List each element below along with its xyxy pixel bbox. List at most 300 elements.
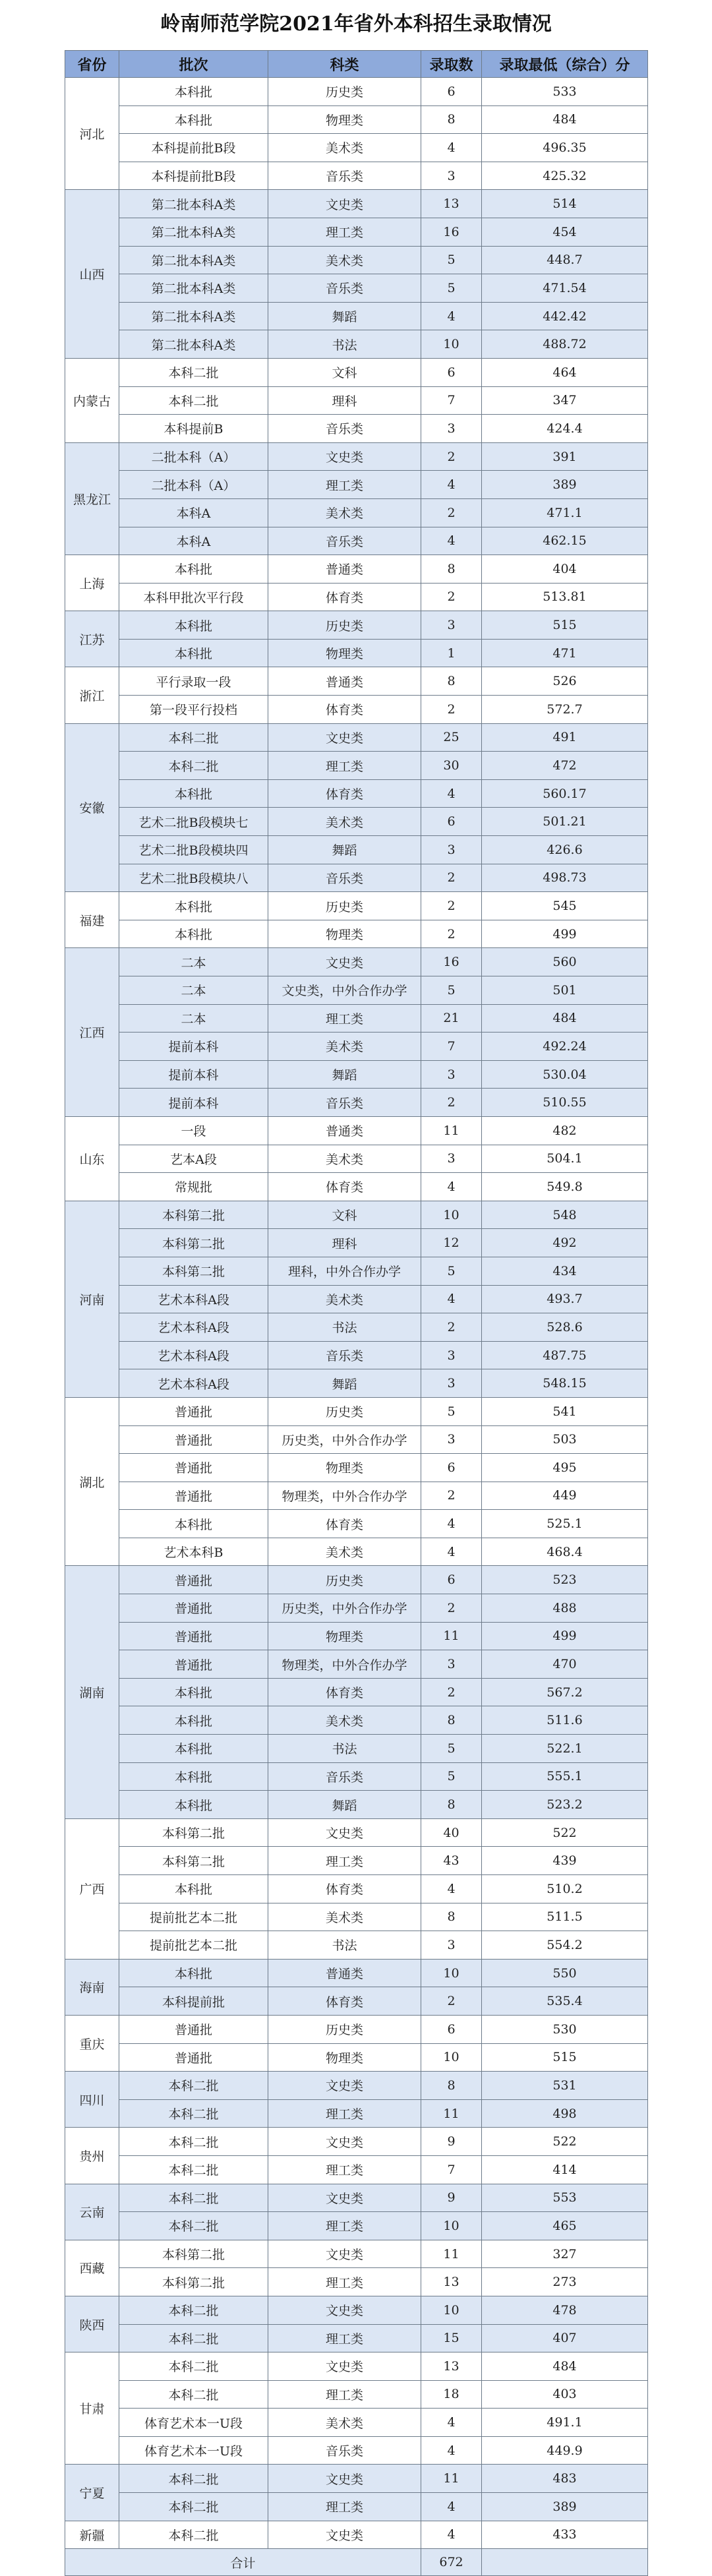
table-row: [65, 78, 648, 106]
category-cell: 音乐类: [268, 1089, 421, 1117]
score-cell: 488: [482, 1594, 648, 1623]
count-cell: 8: [421, 555, 482, 584]
batch-cell: 第一段平行投档: [119, 696, 268, 724]
table-row: [65, 639, 648, 667]
batch-cell: 体育艺术本一U段: [119, 2409, 268, 2437]
batch-cell: 艺术本科A段: [119, 1369, 268, 1398]
table-row: [65, 1173, 648, 1201]
category-cell: 文科: [268, 358, 421, 386]
batch-cell: 本科二批: [119, 752, 268, 780]
category-cell: 理工类: [268, 2324, 421, 2352]
batch-cell: 第二批本科A类: [119, 330, 268, 359]
batch-cell: 普通批: [119, 1397, 268, 1425]
batch-cell: 艺术本科A段: [119, 1341, 268, 1369]
batch-cell: 本科批: [119, 920, 268, 948]
total-count: 672: [421, 2549, 482, 2576]
score-cell: 530: [482, 2015, 648, 2043]
batch-cell: 本科批: [119, 1678, 268, 1706]
header-batch: 批次: [119, 51, 268, 78]
category-cell: 文史类，中外合作办学: [268, 976, 421, 1005]
score-cell: 484: [482, 105, 648, 134]
batch-cell: 本科第二批: [119, 1257, 268, 1285]
score-cell: 515: [482, 611, 648, 640]
count-cell: 16: [421, 218, 482, 246]
category-cell: 书法: [268, 1313, 421, 1342]
table-row: [65, 1033, 648, 1061]
province-cell: 内蒙古: [65, 358, 119, 442]
batch-cell: 本科批: [119, 1510, 268, 1538]
category-cell: 历史类: [268, 611, 421, 640]
batch-cell: 第二批本科A类: [119, 246, 268, 274]
category-cell: 音乐类: [268, 1762, 421, 1791]
batch-cell: 本科提前B: [119, 415, 268, 443]
batch-cell: 本科二批: [119, 2324, 268, 2352]
table-row: [65, 2324, 648, 2352]
table-row: [65, 2015, 648, 2043]
score-cell: 503: [482, 1425, 648, 1454]
batch-cell: 提前本科: [119, 1060, 268, 1089]
count-cell: 2: [421, 1594, 482, 1623]
count-cell: 21: [421, 1004, 482, 1033]
count-cell: 13: [421, 2268, 482, 2296]
province-cell: 河南: [65, 1201, 119, 1397]
score-cell: 483: [482, 2465, 648, 2493]
score-cell: 530.04: [482, 1060, 648, 1089]
batch-cell: 本科二批: [119, 386, 268, 415]
category-cell: 体育类: [268, 1875, 421, 1903]
table-row: [65, 2184, 648, 2212]
table-row: [65, 1004, 648, 1033]
batch-cell: 平行录取一段: [119, 667, 268, 696]
score-cell: 501.21: [482, 808, 648, 836]
category-cell: 理工类: [268, 218, 421, 246]
category-cell: 美术类: [268, 2409, 421, 2437]
score-cell: 504.1: [482, 1145, 648, 1173]
count-cell: 4: [421, 2521, 482, 2549]
batch-cell: 普通批: [119, 1594, 268, 1623]
category-cell: 美术类: [268, 134, 421, 162]
count-cell: 8: [421, 1791, 482, 1819]
count-cell: 25: [421, 723, 482, 752]
count-cell: 3: [421, 836, 482, 864]
score-cell: 470: [482, 1650, 648, 1679]
category-cell: 文史类: [268, 190, 421, 218]
category-cell: 普通类: [268, 1959, 421, 1987]
batch-cell: 本科批: [119, 1706, 268, 1735]
category-cell: 文科: [268, 1201, 421, 1229]
count-cell: 8: [421, 1706, 482, 1735]
score-cell: 550: [482, 1959, 648, 1987]
table-row: [65, 752, 648, 780]
category-cell: 历史类: [268, 78, 421, 106]
score-cell: 526: [482, 667, 648, 696]
province-cell: 重庆: [65, 2015, 119, 2071]
count-cell: 2: [421, 1089, 482, 1117]
category-cell: 物理类，中外合作办学: [268, 1482, 421, 1510]
table-row: [65, 1482, 648, 1510]
table-row: [65, 583, 648, 611]
category-cell: 书法: [268, 1735, 421, 1763]
count-cell: 10: [421, 1959, 482, 1987]
score-cell: 510.2: [482, 1875, 648, 1903]
table-row: [65, 2465, 648, 2493]
count-cell: 30: [421, 752, 482, 780]
category-cell: 音乐类: [268, 274, 421, 303]
category-cell: 文史类: [268, 2128, 421, 2156]
category-cell: 美术类: [268, 1145, 421, 1173]
table-row: [65, 2521, 648, 2549]
count-cell: 6: [421, 358, 482, 386]
batch-cell: 本科批: [119, 105, 268, 134]
batch-cell: 普通批: [119, 2015, 268, 2043]
count-cell: 2: [421, 920, 482, 948]
category-cell: 体育类: [268, 1510, 421, 1538]
batch-cell: 本科A: [119, 498, 268, 527]
province-cell: 新疆: [65, 2521, 119, 2549]
table-row: [65, 1959, 648, 1987]
count-cell: 2: [421, 442, 482, 471]
count-cell: 6: [421, 1566, 482, 1594]
table-row: [65, 864, 648, 892]
count-cell: 3: [421, 1650, 482, 1679]
table-row: [65, 302, 648, 330]
category-cell: 文史类: [268, 2072, 421, 2100]
count-cell: 9: [421, 2128, 482, 2156]
category-cell: 音乐类: [268, 2436, 421, 2465]
table-row: [65, 1791, 648, 1819]
score-cell: 513.81: [482, 583, 648, 611]
score-cell: 482: [482, 1116, 648, 1145]
count-cell: 13: [421, 190, 482, 218]
batch-cell: 本科二批: [119, 358, 268, 386]
province-cell: 浙江: [65, 667, 119, 723]
table-row: [65, 2436, 648, 2465]
score-cell: 511.6: [482, 1706, 648, 1735]
header-province: 省份: [65, 51, 119, 78]
table-row: [65, 358, 648, 386]
count-cell: 3: [421, 1145, 482, 1173]
count-cell: 5: [421, 1257, 482, 1285]
province-cell: 广西: [65, 1818, 119, 1959]
batch-cell: 本科批: [119, 1875, 268, 1903]
count-cell: 2: [421, 864, 482, 892]
count-cell: 5: [421, 246, 482, 274]
table-row: [65, 836, 648, 864]
batch-cell: 本科二批: [119, 2072, 268, 2100]
table-row: [65, 555, 648, 584]
score-cell: 484: [482, 1004, 648, 1033]
table-row: [65, 330, 648, 359]
score-cell: 555.1: [482, 1762, 648, 1791]
count-cell: 4: [421, 471, 482, 499]
table-row: [65, 1285, 648, 1313]
batch-cell: 本科批: [119, 1762, 268, 1791]
batch-cell: 普通批: [119, 1454, 268, 1482]
category-cell: 文史类: [268, 442, 421, 471]
count-cell: 8: [421, 1903, 482, 1931]
score-cell: 389: [482, 2493, 648, 2521]
category-cell: 体育类: [268, 1678, 421, 1706]
count-cell: 3: [421, 162, 482, 190]
batch-cell: 本科第二批: [119, 1847, 268, 1875]
count-cell: 2: [421, 1313, 482, 1342]
count-cell: 10: [421, 2296, 482, 2324]
score-cell: 533: [482, 78, 648, 106]
province-cell: 上海: [65, 555, 119, 611]
batch-cell: 二批本科（A）: [119, 442, 268, 471]
batch-cell: 第二批本科A类: [119, 190, 268, 218]
category-cell: 舞蹈: [268, 836, 421, 864]
score-cell: 493.7: [482, 1285, 648, 1313]
category-cell: 文史类: [268, 1818, 421, 1847]
batch-cell: 本科二批: [119, 2128, 268, 2156]
score-cell: 501: [482, 976, 648, 1005]
table-row: [65, 1257, 648, 1285]
score-cell: 491.1: [482, 2409, 648, 2437]
count-cell: 2: [421, 583, 482, 611]
category-cell: 文史类: [268, 2521, 421, 2549]
province-cell: 陕西: [65, 2296, 119, 2352]
score-cell: 560: [482, 948, 648, 976]
count-cell: 2: [421, 1678, 482, 1706]
category-cell: 物理类: [268, 2043, 421, 2072]
table-row: [65, 274, 648, 303]
table-row: [65, 1678, 648, 1706]
province-cell: 山东: [65, 1116, 119, 1201]
table-row: [65, 1397, 648, 1425]
count-cell: 13: [421, 2352, 482, 2381]
count-cell: 7: [421, 2155, 482, 2184]
category-cell: 美术类: [268, 246, 421, 274]
category-cell: 美术类: [268, 1033, 421, 1061]
score-cell: 528.6: [482, 1313, 648, 1342]
batch-cell: 本科批: [119, 1791, 268, 1819]
batch-cell: 本科批: [119, 1959, 268, 1987]
table-row: [65, 2128, 648, 2156]
batch-cell: 第二批本科A类: [119, 218, 268, 246]
batch-cell: 本科二批: [119, 2380, 268, 2409]
category-cell: 普通类: [268, 667, 421, 696]
score-cell: 454: [482, 218, 648, 246]
category-cell: 理工类: [268, 2212, 421, 2240]
count-cell: 12: [421, 1229, 482, 1257]
category-cell: 理工类: [268, 1004, 421, 1033]
batch-cell: 二本: [119, 948, 268, 976]
count-cell: 5: [421, 274, 482, 303]
table-row: [65, 948, 648, 976]
batch-cell: 本科A: [119, 527, 268, 555]
table-row: [65, 1425, 648, 1454]
batch-cell: 本科第二批: [119, 2268, 268, 2296]
batch-cell: 本科批: [119, 1735, 268, 1763]
province-cell: 山西: [65, 190, 119, 359]
score-cell: 391: [482, 442, 648, 471]
batch-cell: 本科二批: [119, 2352, 268, 2381]
table-row: [65, 1454, 648, 1482]
province-cell: 安徽: [65, 723, 119, 892]
score-cell: 523: [482, 1566, 648, 1594]
batch-cell: 艺术二批B段模块七: [119, 808, 268, 836]
score-cell: 487.75: [482, 1341, 648, 1369]
count-cell: 3: [421, 1425, 482, 1454]
count-cell: 5: [421, 1397, 482, 1425]
score-cell: 414: [482, 2155, 648, 2184]
province-cell: 福建: [65, 892, 119, 948]
score-cell: 545: [482, 892, 648, 920]
count-cell: 4: [421, 1510, 482, 1538]
count-cell: 5: [421, 976, 482, 1005]
table-row: [65, 1931, 648, 1960]
batch-cell: 本科第二批: [119, 1201, 268, 1229]
province-cell: 湖南: [65, 1566, 119, 1818]
score-cell: 465: [482, 2212, 648, 2240]
count-cell: 6: [421, 808, 482, 836]
count-cell: 4: [421, 134, 482, 162]
score-cell: 522: [482, 2128, 648, 2156]
page-title: 岭南师范学院2021年省外本科招生录取情况: [160, 13, 552, 36]
batch-cell: 普通批: [119, 1650, 268, 1679]
category-cell: 物理类: [268, 105, 421, 134]
count-cell: 6: [421, 1454, 482, 1482]
batch-cell: 普通批: [119, 2043, 268, 2072]
count-cell: 4: [421, 2436, 482, 2465]
score-cell: 389: [482, 471, 648, 499]
table-row: [65, 1706, 648, 1735]
score-cell: 424.4: [482, 415, 648, 443]
batch-cell: 艺术本科A段: [119, 1285, 268, 1313]
batch-cell: 本科批: [119, 779, 268, 808]
table-row: [65, 1566, 648, 1594]
score-cell: 498.73: [482, 864, 648, 892]
table-row: [65, 1089, 648, 1117]
category-cell: 音乐类: [268, 1341, 421, 1369]
batch-cell: 本科第二批: [119, 1818, 268, 1847]
table-row: [65, 1875, 648, 1903]
table-row: [65, 1847, 648, 1875]
category-cell: 历史类: [268, 892, 421, 920]
category-cell: 文史类: [268, 723, 421, 752]
count-cell: 10: [421, 1201, 482, 1229]
score-cell: 514: [482, 190, 648, 218]
table-row: [65, 2155, 648, 2184]
province-cell: 贵州: [65, 2128, 119, 2184]
count-cell: 3: [421, 415, 482, 443]
category-cell: 理工类: [268, 2380, 421, 2409]
province-cell: 湖北: [65, 1397, 119, 1566]
table-row: [65, 1510, 648, 1538]
batch-cell: 本科提前批B段: [119, 162, 268, 190]
score-cell: 553: [482, 2184, 648, 2212]
category-cell: 舞蹈: [268, 1791, 421, 1819]
table-row: [65, 1229, 648, 1257]
count-cell: 2: [421, 892, 482, 920]
batch-cell: 艺本A段: [119, 1145, 268, 1173]
batch-cell: 本科二批: [119, 723, 268, 752]
batch-cell: 普通批: [119, 1566, 268, 1594]
score-cell: 407: [482, 2324, 648, 2352]
score-cell: 488.72: [482, 330, 648, 359]
category-cell: 普通类: [268, 1116, 421, 1145]
score-cell: 448.7: [482, 246, 648, 274]
category-cell: 文史类: [268, 2240, 421, 2268]
score-cell: 510.55: [482, 1089, 648, 1117]
table-row: [65, 442, 648, 471]
count-cell: 4: [421, 1285, 482, 1313]
table-row: [65, 2043, 648, 2072]
table-row: [65, 723, 648, 752]
batch-cell: 二本: [119, 976, 268, 1005]
count-cell: 4: [421, 2409, 482, 2437]
count-cell: 4: [421, 302, 482, 330]
category-cell: 历史类: [268, 1397, 421, 1425]
batch-cell: 本科批: [119, 639, 268, 667]
category-cell: 书法: [268, 1931, 421, 1960]
table-body: [65, 78, 648, 2576]
count-cell: 10: [421, 2043, 482, 2072]
table-row: [65, 2296, 648, 2324]
count-cell: 3: [421, 611, 482, 640]
table-row: [65, 2072, 648, 2100]
batch-cell: 本科二批: [119, 2296, 268, 2324]
count-cell: 43: [421, 1847, 482, 1875]
category-cell: 音乐类: [268, 415, 421, 443]
batch-cell: 一段: [119, 1116, 268, 1145]
count-cell: 4: [421, 1538, 482, 1566]
batch-cell: 二本: [119, 1004, 268, 1033]
category-cell: 体育类: [268, 1987, 421, 2016]
table-row: [65, 471, 648, 499]
table-row: [65, 696, 648, 724]
score-cell: 522.1: [482, 1735, 648, 1763]
score-cell: 327: [482, 2240, 648, 2268]
table-row: [65, 1987, 648, 2016]
table-row: [65, 808, 648, 836]
batch-cell: 提前批艺本二批: [119, 1931, 268, 1960]
score-cell: 425.32: [482, 162, 648, 190]
batch-cell: 本科二批: [119, 2099, 268, 2128]
table-row: [65, 190, 648, 218]
province-cell: 甘肃: [65, 2352, 119, 2465]
score-cell: 496.35: [482, 134, 648, 162]
batch-cell: 提前本科: [119, 1089, 268, 1117]
batch-cell: 本科批: [119, 78, 268, 106]
table-row: [65, 527, 648, 555]
score-cell: 449.9: [482, 2436, 648, 2465]
table-row: [65, 2493, 648, 2521]
batch-cell: 艺术二批B段模块八: [119, 864, 268, 892]
table-row: [65, 1903, 648, 1931]
category-cell: 体育类: [268, 779, 421, 808]
batch-cell: 艺术二批B段模块四: [119, 836, 268, 864]
province-cell: 海南: [65, 1959, 119, 2015]
category-cell: 体育类: [268, 583, 421, 611]
header-category: 科类: [268, 51, 421, 78]
count-cell: 3: [421, 1369, 482, 1398]
score-cell: 531: [482, 2072, 648, 2100]
score-cell: 404: [482, 555, 648, 584]
table-row: [65, 386, 648, 415]
category-cell: 物理类，中外合作办学: [268, 1650, 421, 1679]
score-cell: 499: [482, 920, 648, 948]
batch-cell: 本科二批: [119, 2184, 268, 2212]
score-cell: 515: [482, 2043, 648, 2072]
count-cell: 9: [421, 2184, 482, 2212]
category-cell: 美术类: [268, 1903, 421, 1931]
count-cell: 11: [421, 2465, 482, 2493]
province-cell: 河北: [65, 78, 119, 190]
table-row: [65, 1594, 648, 1623]
count-cell: 4: [421, 2493, 482, 2521]
